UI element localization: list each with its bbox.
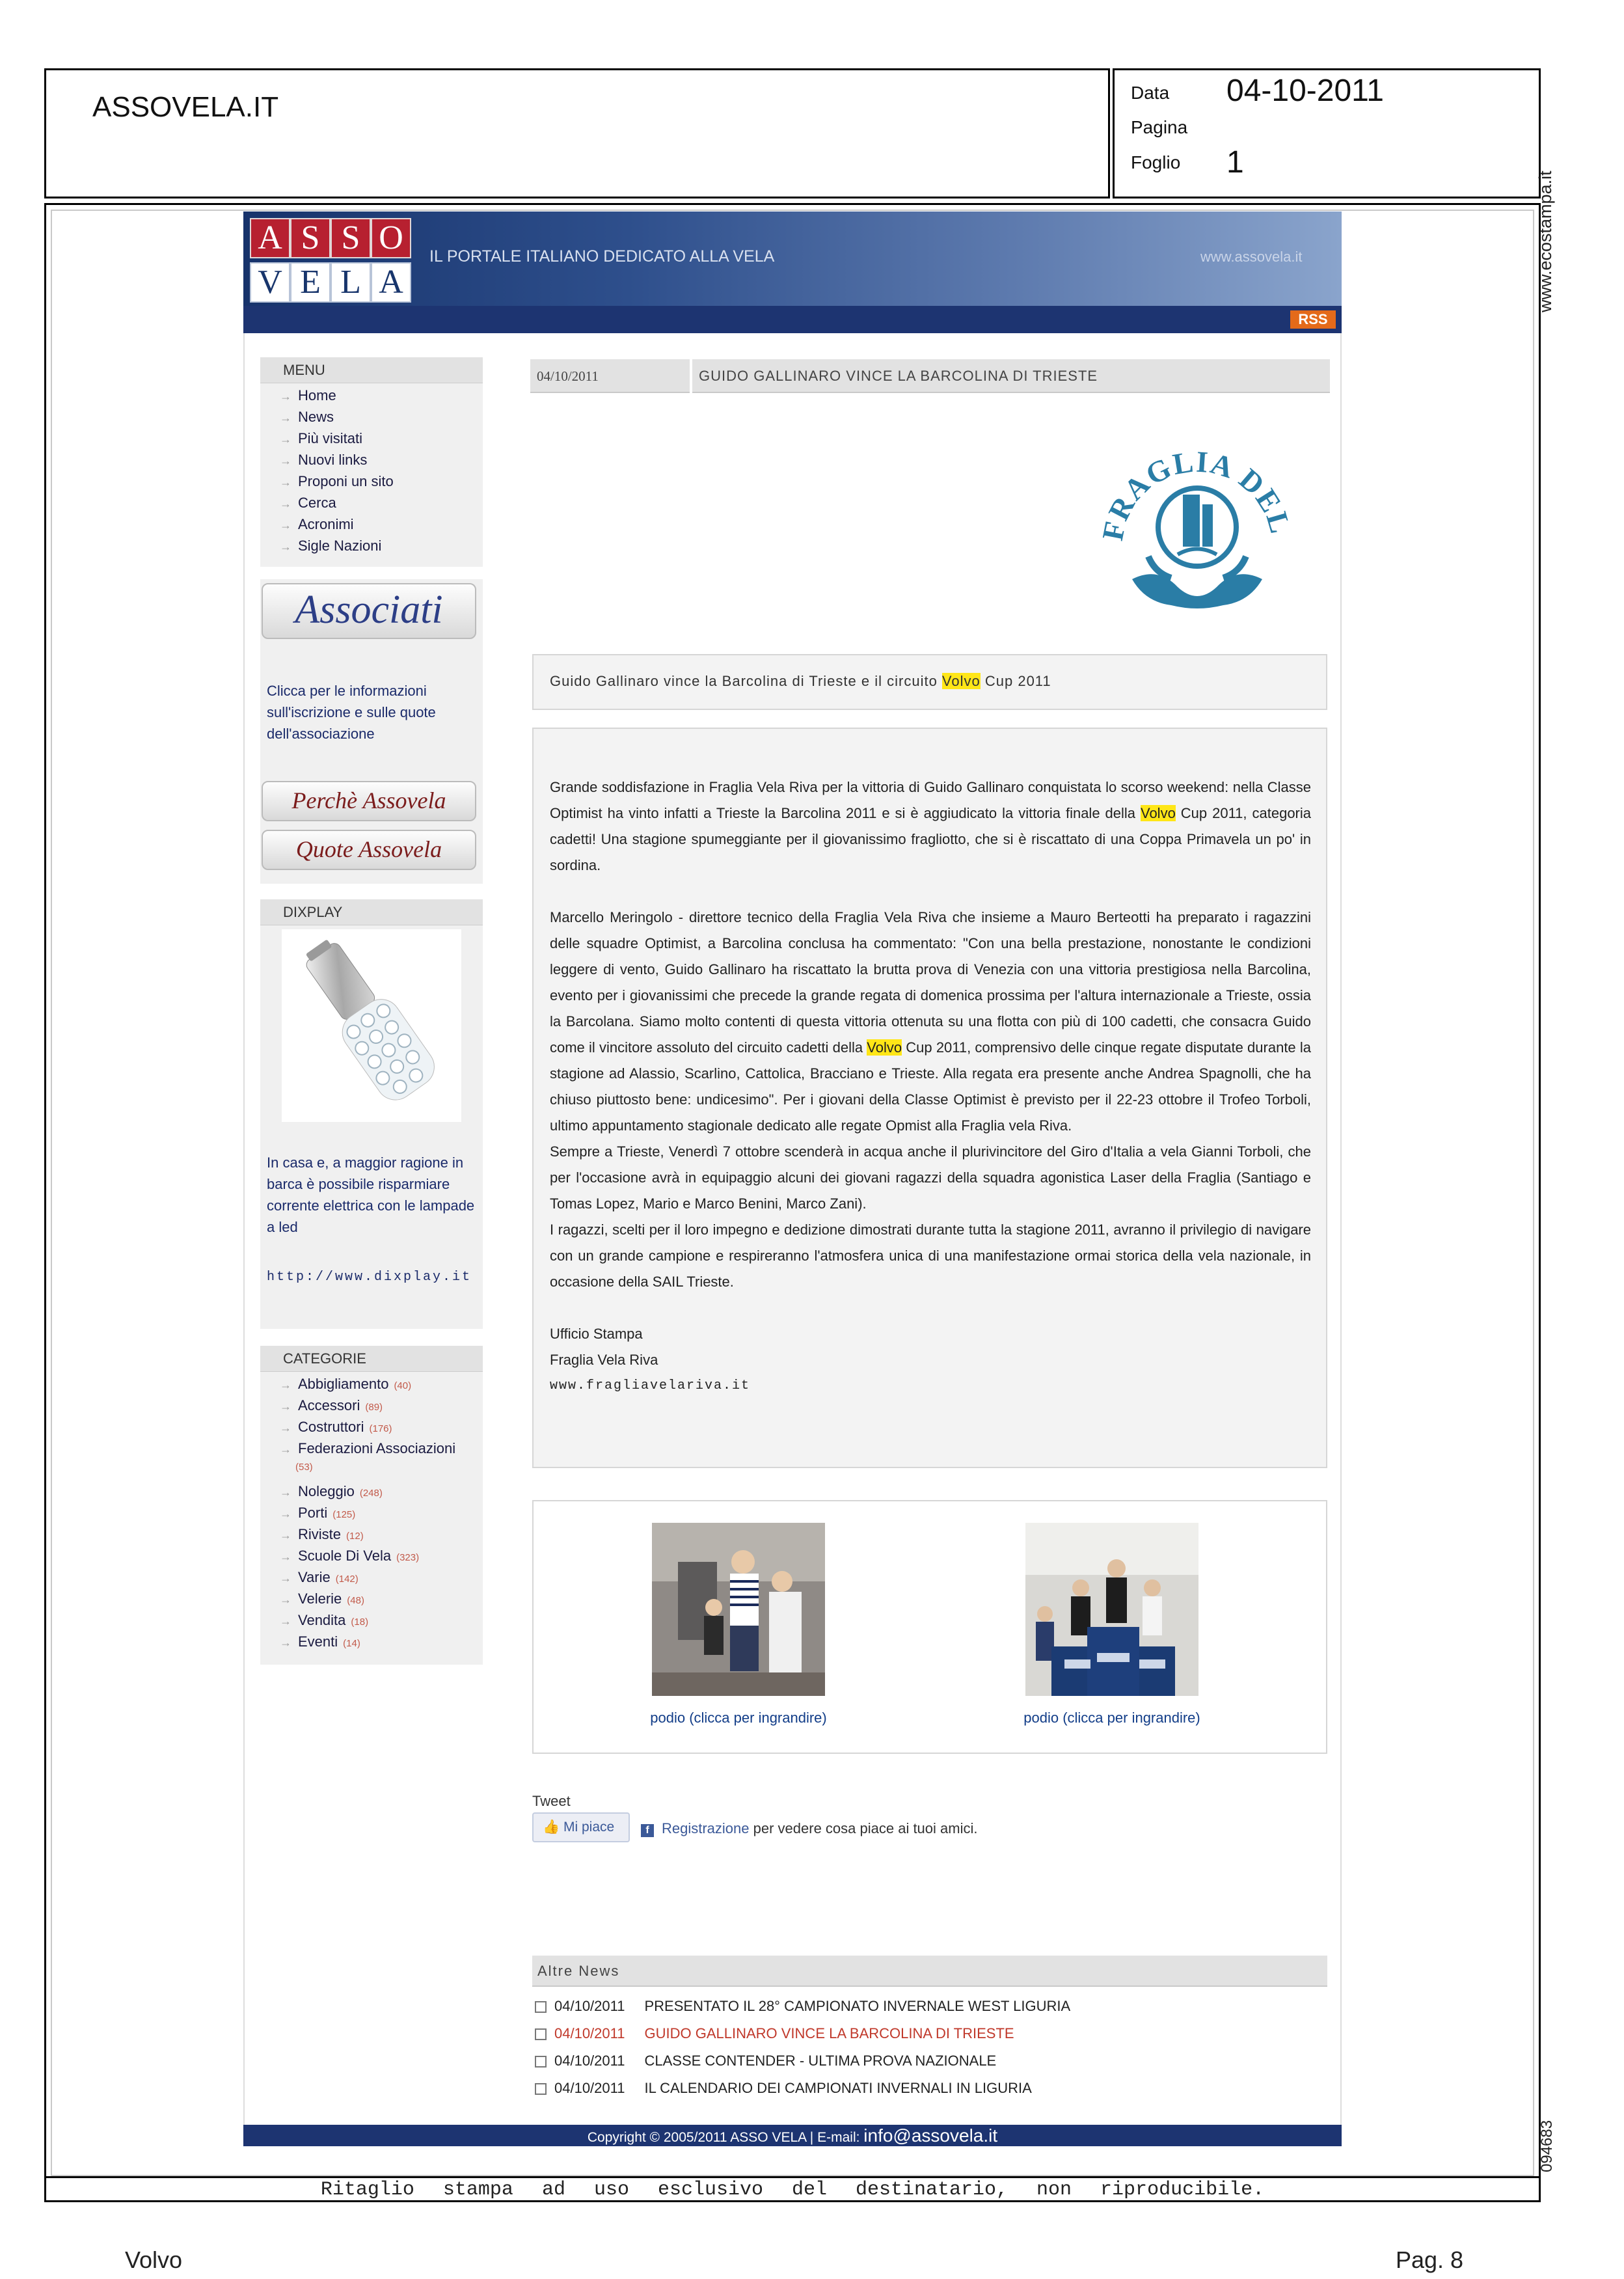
subtitle-highlight: Volvo: [941, 673, 981, 689]
fraglia-seal-icon: [1093, 416, 1301, 625]
arrow-icon: →: [280, 1572, 291, 1585]
category-name: Costruttori: [298, 1419, 364, 1435]
like-label: Mi piace: [563, 1820, 615, 1835]
site-footer: [243, 2125, 1342, 2146]
arrow-icon: →: [280, 1615, 291, 1628]
quote-assovela-button[interactable]: Quote Assovela: [262, 830, 476, 870]
category-name: Abbigliamento: [298, 1376, 389, 1392]
category-item[interactable]: [280, 1376, 481, 1397]
menu-item-label: Nuovi links: [298, 452, 368, 468]
logo-letter: L: [331, 262, 371, 303]
led-bulb-image[interactable]: [282, 929, 461, 1122]
dixplay-title: DIXPLAY: [260, 899, 483, 925]
category-item[interactable]: [280, 1397, 481, 1419]
category-count: (48): [347, 1595, 364, 1606]
news-date: 04/10/2011: [554, 2080, 625, 2096]
article-text: Marcello Meringolo - direttore tecnico della Fraglia Vela Riva che insieme a Mauro Berteotti ha preparato i ragazzini delle squadre Optimist, a Barcolina conclusa ha commentato: "Con una bella prestazione, nonostante le condizioni leggere di vento, Guido Gallinaro ha riscattato la brutta prova di Venezia con una vittoria prestigiosa nella Barcolina, evento per i giovanissimi che precede la grande regata di domenica prossima per l'altura internazionale a Trieste, ossia la Barcolana. Siamo molto contenti di questa vittoria ottenuta su una flotta con più di 100 cadetti, che consacra Guido come il vincitore assoluto del circuito cadetti della: [550, 909, 1311, 1056]
foglio-label: Foglio: [1131, 152, 1181, 172]
menu-item-news[interactable]: [280, 409, 394, 430]
logo-letter: A: [371, 262, 411, 303]
category-count: (53): [295, 1462, 313, 1473]
calendar-icon: [535, 2056, 547, 2067]
arrow-icon: →: [280, 476, 291, 489]
menu-item-piu-visitati[interactable]: [280, 430, 394, 452]
footer-email-link[interactable]: info@assovela.it: [863, 2125, 998, 2146]
photo-icon: [1025, 1523, 1198, 1696]
arrow-icon: →: [280, 1529, 291, 1542]
article-subtitle: [550, 673, 1051, 690]
arrow-icon: →: [280, 1378, 291, 1391]
page-number: Pag. 8: [1396, 2246, 1464, 2273]
menu-item-cerca[interactable]: [280, 495, 394, 516]
logo-letter: O: [371, 218, 411, 258]
category-name: Porti: [298, 1505, 328, 1521]
category-name: Noleggio: [298, 1483, 355, 1499]
clipping-keyword: Volvo: [125, 2246, 183, 2273]
arrow-icon: →: [280, 390, 291, 403]
category-count: (176): [369, 1423, 392, 1434]
arrow-icon: →: [280, 1400, 291, 1413]
facebook-icon: f: [641, 1824, 654, 1837]
signature-line: Fraglia Vela Riva: [550, 1352, 658, 1368]
category-name: Velerie: [298, 1590, 342, 1607]
article-paragraph: Sempre a Trieste, Venerdì 7 ottobre scenderà in acqua anche il plurivincitore del Giro d'Italia a vela Gianni Torboli, che per l'occasione avrà in equipaggio alcuni dei giovani ragazzi della squadra agonistica Laser della Fraglia (Santiago e Tomas Lopez, Mario e Marco Benini, Marco Zani).: [550, 1143, 1311, 1212]
fraglia-logo: [1093, 416, 1301, 625]
arrow-icon: →: [280, 1443, 291, 1456]
dixplay-text: In casa e, a maggior ragione in barca è possibile risparmiare corrente elettrica con le lampade a led: [267, 1154, 475, 1235]
led-bulb-icon: [282, 929, 461, 1122]
arrow-icon: →: [280, 540, 291, 553]
frame-divider: [44, 2176, 1541, 2178]
banner-url[interactable]: www.assovela.it: [1200, 249, 1303, 265]
menu-item-label: Acronimi: [298, 516, 354, 532]
foglio-value: 1: [1226, 145, 1244, 180]
article-body: [550, 774, 1311, 1399]
news-title: IL CALENDARIO DEI CAMPIONATI INVERNALI IN LIGURIA: [644, 2080, 1032, 2096]
news-date: 04/10/2011: [554, 2025, 625, 2041]
like-button[interactable]: [532, 1812, 630, 1842]
category-name: Varie: [298, 1569, 331, 1585]
arrow-icon: →: [280, 1486, 291, 1499]
arrow-icon: →: [280, 1550, 291, 1563]
rss-button[interactable]: RSS: [1290, 310, 1336, 329]
volvo-highlight: Volvo: [867, 1039, 902, 1056]
news-item[interactable]: [535, 2080, 1329, 2107]
menu-item-acronimi[interactable]: [280, 516, 394, 538]
calendar-icon: [535, 2083, 547, 2095]
article-date: 04/10/2011: [530, 359, 690, 393]
news-title: GUIDO GALLINARO VINCE LA BARCOLINA DI TRIESTE: [644, 2025, 1014, 2041]
assovela-logo[interactable]: [250, 218, 411, 303]
arrow-icon: →: [280, 411, 291, 424]
arrow-icon: →: [280, 454, 291, 467]
category-item[interactable]: [280, 1633, 481, 1655]
menu-item-nuovi-links[interactable]: [280, 452, 394, 473]
article-paragraph: I ragazzi, scelti per il loro impegno e dedizione dimostrati durante tutta la stagione 2011, avranno il privilegio di navigare con un grande campione e respireranno l'atmosfera unica di una manifestazione ormai storica della vela nazionale, in occasione della SAIL Trieste.: [550, 1221, 1311, 1290]
logo-letter: S: [290, 218, 331, 258]
article-text: Cup 2011, comprensivo delle cinque regate disputate durante la stagione ad Alassio, Scarlino, Cattolica, Bracciano e Trieste. Alla regata era presente anche Andrea Spagnolli, che ha chiuso piuttosto bene: undicesimo". Per i giovani della Classe Optimist è previsto per il 22-23 ottobre il Trofeo Torboli, ultimo appuntamento stagionale dedicato alle regate Opmist alla Fraglia vela Riva.: [550, 1039, 1311, 1134]
category-name: Eventi: [298, 1633, 338, 1650]
arrow-icon: →: [280, 1593, 291, 1606]
category-count: (142): [335, 1574, 359, 1585]
logo-letter: E: [290, 262, 331, 303]
source-site-name: ASSOVELA.IT: [92, 91, 279, 123]
category-count: (18): [351, 1617, 369, 1628]
arrow-icon: →: [280, 433, 291, 446]
calendar-icon: [535, 2028, 547, 2040]
menu-item-label: Cerca: [298, 495, 336, 511]
calendar-icon: [535, 2001, 547, 2013]
top-navbar: [243, 306, 1342, 333]
perche-assovela-button[interactable]: Perchè Assovela: [262, 781, 476, 821]
category-item[interactable]: [280, 1590, 481, 1612]
category-count: (248): [359, 1488, 383, 1499]
category-name: Riviste: [298, 1526, 342, 1542]
article-text: Cup 2011, categoria cadetti! Una stagione spumeggiante per il giovanissimo fragliotto, che si è riscattato di una Coppa Primavela un po' in sordina.: [550, 805, 1312, 873]
category-count: (89): [365, 1402, 383, 1413]
categorie-title: CATEGORIE: [260, 1346, 483, 1372]
news-title: PRESENTATO IL 28° CAMPIONATO INVERNALE WEST LIGURIA: [644, 1998, 1071, 2014]
category-name: Federazioni Associazioni: [298, 1440, 456, 1456]
fraglia-logo-text: FRAGLIA DEL: [1096, 444, 1298, 543]
podium-photo-2[interactable]: [1025, 1523, 1198, 1696]
pagina-label: Pagina: [1131, 117, 1188, 137]
article-paragraph: [550, 774, 1311, 879]
category-item[interactable]: [280, 1483, 481, 1505]
signature-line: Ufficio Stampa: [550, 1326, 643, 1342]
menu-item-label: Più visitati: [298, 430, 363, 446]
category-name: Scuole Di Vela: [298, 1548, 392, 1564]
category-count: (125): [332, 1509, 356, 1520]
article-text: Grande soddisfazione in Fraglia Vela Riva per la vittoria di Guido Gallinaro conquistata lo scorso weekend: nella Classe Optimist ha vinto infatti a Trieste la Barcolina 2011 e si è aggiudicato la vittoria finale della: [550, 779, 1311, 821]
news-title: CLASSE CONTENDER - ULTIMA PROVA NAZIONALE: [644, 2053, 997, 2069]
registration-link[interactable]: Registrazione: [662, 1820, 750, 1836]
vertical-code: 094683: [1538, 2120, 1556, 2172]
category-item[interactable]: [280, 1505, 481, 1526]
arrow-icon: →: [280, 1421, 291, 1434]
subtitle-pre: Guido Gallinaro vince la Barcolina di Trieste e il circuito: [550, 673, 942, 689]
menu-item-label: Proponi un sito: [298, 473, 394, 489]
site-tagline: IL PORTALE ITALIANO DEDICATO ALLA VELA: [429, 247, 775, 266]
category-count: (12): [346, 1531, 364, 1542]
header-left-box: [44, 68, 1110, 198]
vertical-site-label: www.ecostampa.it: [1536, 171, 1555, 312]
photo-2-caption[interactable]: podio (clicca per ingrandire): [1023, 1710, 1200, 1726]
registration-line: [641, 1820, 977, 1837]
news-date: 04/10/2011: [554, 1998, 625, 2014]
registration-text: per vedere cosa piace ai tuoi amici.: [749, 1820, 978, 1836]
menu-item-sigle-nazioni[interactable]: [280, 538, 394, 559]
category-count: (323): [396, 1552, 420, 1563]
arrow-icon: →: [280, 1507, 291, 1520]
data-label: Data: [1131, 83, 1170, 103]
news-date: 04/10/2011: [554, 2053, 625, 2069]
category-item[interactable]: [280, 1419, 481, 1440]
menu-item-label: Home: [298, 387, 336, 403]
sidebar-menu-list: [280, 387, 394, 559]
associati-banner[interactable]: Associati: [262, 583, 476, 639]
volvo-highlight: Volvo: [1140, 805, 1176, 821]
menu-item-home[interactable]: [280, 387, 394, 409]
news-item[interactable]: [535, 2053, 1329, 2080]
thumbs-up-icon: 👍: [543, 1820, 560, 1835]
category-count: (40): [394, 1380, 412, 1391]
article-paragraph: [550, 905, 1311, 1139]
category-count: (14): [343, 1638, 360, 1649]
logo-letter: S: [331, 218, 371, 258]
fraglia-website-link[interactable]: www.fragliavelariva.it: [550, 1378, 751, 1393]
arrow-icon: →: [280, 519, 291, 532]
category-item[interactable]: [280, 1569, 481, 1590]
logo-letter: A: [250, 218, 290, 258]
subtitle-post: Cup 2011: [980, 673, 1051, 689]
arrow-icon: →: [280, 497, 291, 510]
category-name: Accessori: [298, 1397, 360, 1413]
menu-title: MENU: [260, 357, 483, 383]
altre-news-title: Altre News: [532, 1956, 1327, 1987]
category-item[interactable]: [280, 1526, 481, 1548]
news-item-active[interactable]: [535, 2025, 1329, 2053]
dixplay-link[interactable]: http://www.dixplay.it: [267, 1270, 472, 1285]
category-item[interactable]: [280, 1548, 481, 1569]
arrow-icon: →: [280, 1636, 291, 1649]
menu-item-label: Sigle Nazioni: [298, 538, 382, 554]
podium-photo-1[interactable]: [652, 1523, 825, 1696]
altre-news-list: [535, 1998, 1329, 2107]
menu-item-label: News: [298, 409, 334, 425]
category-item[interactable]: [280, 1612, 481, 1633]
copyright-text: Copyright © 2005/2011 ASSO VELA | E-mail:: [587, 2130, 864, 2145]
photo-1-caption[interactable]: podio (clicca per ingrandire): [650, 1710, 827, 1726]
categorie-list: [280, 1376, 481, 1655]
menu-item-proponi[interactable]: [280, 473, 394, 495]
article-title: GUIDO GALLINARO VINCE LA BARCOLINA DI TRIESTE: [692, 359, 1330, 393]
disclaimer: Ritaglio stampa ad uso esclusivo del destinatario, non riproducibile.: [320, 2179, 1265, 2201]
photo-icon: [652, 1523, 825, 1696]
category-item[interactable]: [280, 1440, 481, 1483]
news-item[interactable]: [535, 1998, 1329, 2025]
logo-letter: V: [250, 262, 290, 303]
tweet-link[interactable]: Tweet: [532, 1793, 571, 1809]
associati-text: Clicca per le informazioni sull'iscrizione e sulle quote dell'associazione: [267, 683, 436, 742]
data-value: 04-10-2011: [1226, 74, 1384, 108]
category-name: Vendita: [298, 1612, 346, 1628]
